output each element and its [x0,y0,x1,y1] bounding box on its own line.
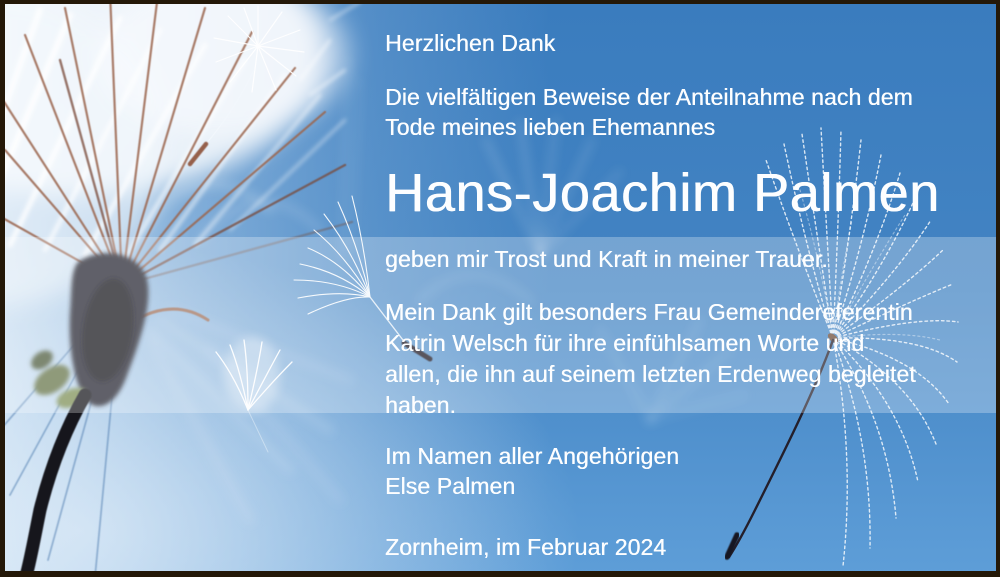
thanks-text [385,297,916,421]
intro-line: Tode meines lieben Ehemannes [385,114,716,140]
thanks-line: allen, die ihn auf seinem letzten Erdenweg begleitet [385,361,916,387]
signature-text: Else Palmen [385,473,516,499]
deceased-name: Hans-Joachim Palmen [385,163,940,223]
comfort-text: geben mir Trost und Kraft in meiner Trauer. [385,246,828,272]
intro-text [385,82,913,142]
place-date-text: Zornheim, im Februar 2024 [385,534,667,560]
thanks-line: Katrin Welsch für ihre einfühlsamen Worte und [385,330,865,356]
closing-text: Im Namen aller Angehörigen [385,443,680,469]
thanks-line: Mein Dank gilt besonders Frau Gemeindereferentin [385,299,913,325]
thank-you-heading: Herzlichen Dank [385,30,556,56]
intro-line: Die vielfältigen Beweise der Anteilnahme nach dem [385,84,913,110]
thanks-line: haben. [385,392,456,418]
